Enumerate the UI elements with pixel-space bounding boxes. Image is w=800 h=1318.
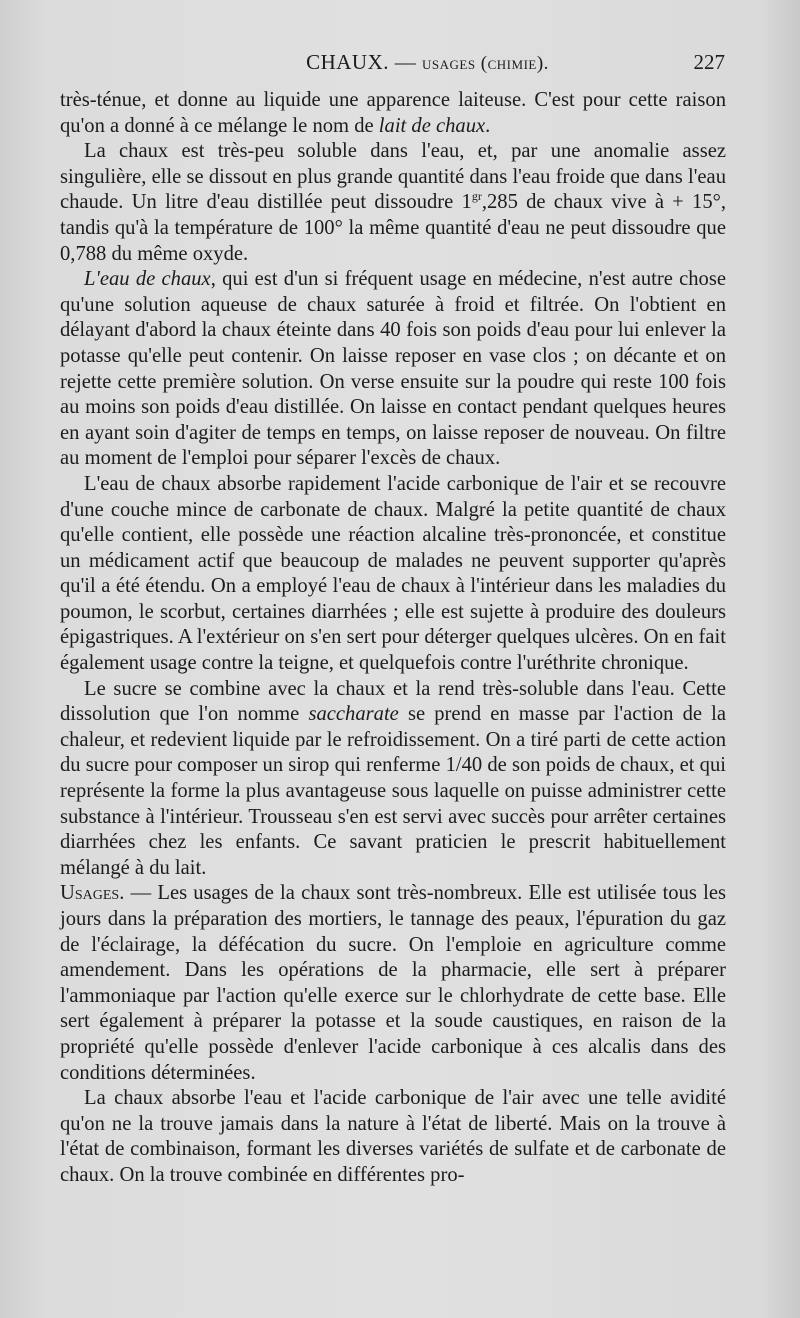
paragraph-1 xyxy=(60,88,726,139)
running-title-sub: usages (chimie). xyxy=(421,53,549,74)
paragraph-4-text: L'eau de chaux absorbe rapidement l'acide carbonique de l'air et se recouvre d'une couche mince de carbonate de chaux. Malgré la petite quantité de chaux qu'elle contient, elle possède une réaction alcaline très-prononcée, et constitue un médicament actif que beaucoup de malades ne peuvent supporter qu'après qu'il a été étendu. On a employé l'eau de chaux à l'intérieur dans les maladies du poumon, le scorbut, certaines diarrhées ; elle est sujette à produire des douleurs épigastriques. A l'extérieur on s'en sert pour déterger quelques ulcères. On en fait également usage contre la teigne, et quelquefois contre l'uréthrite chronique. xyxy=(60,472,726,675)
paragraph-5 xyxy=(60,677,726,882)
paragraph-6 xyxy=(60,881,726,1086)
page-number: 227 xyxy=(693,50,725,74)
paragraph-3 xyxy=(60,267,726,472)
lait-de-chaux-term: lait de chaux xyxy=(378,114,486,137)
paragraph-6-text: — Les usages de la chaux sont très-nombreux. Elle est utilisée tous les jours dans la préparation des mortiers, le tannage des peaux, l'épuration du gaz de l'éclairage, la défécation du sucre. On l'emploie en agriculture comme amendement. Dans les opérations de la pharmacie, elle sert à préparer l'ammoniaque par l'action qu'elle exerce sur le chlorhydrate de cette base. Elle sert également à préparer la potasse et la soude caustiques, en raison de la propriété qu'elle possède d'enlever l'acide carbonique à ces alcalis dans des conditions déterminées. xyxy=(60,882,726,1084)
page-header xyxy=(60,50,725,80)
running-title-main: CHAUX. xyxy=(306,50,389,74)
paragraph-1-end: . xyxy=(485,114,491,137)
running-title-dash: — xyxy=(388,50,422,74)
saccharate-term: saccharate xyxy=(308,703,399,726)
grams-superscript: gr xyxy=(471,189,482,204)
body-text xyxy=(60,88,726,1189)
paragraph-5-text-b: se prend en masse par l'action de la chaleur, et redevient liquide par le refroidissement. On a tiré parti de cette action du sucre pour composer un sirop qui renferme 1/40 de son poids de chaux, et qui représente la forme la plus avantageuse sous laquelle on puisse administrer cette substance à l'intérieur. Trousseau s'en est servi avec succès pour arrêter certaines diarrhées chez les enfants. Ce savant praticien le prescrit habituellement mélangé à du lait. xyxy=(60,703,726,879)
paragraph-7-text: La chaux absorbe l'eau et l'acide carbonique de l'air avec une telle avidité qu'on ne la trouve jamais dans la nature à l'état de liberté. Mais on la trouve à l'état de combinaison, formant les diverses variétés de sulfate et de carbonate de chaux. On la trouve combinée en différentes pro- xyxy=(60,1087,726,1186)
running-title xyxy=(60,50,725,75)
paragraph-3-text: , qui est d'un si fréquent usage en médecine, n'est autre chose qu'une solution aqueuse de chaux saturée à froid et filtrée. On l'obtient en délayant d'abord la chaux éteinte dans 40 fois son poids d'eau pour lui enlever la potasse qu'elle peut contenir. On laisse reposer en vase clos ; on décante et on rejette cette première solution. On verse ensuite sur la poudre qui reste 100 fois au moins son poids d'eau distillée. On laisse en contact pendant quelques heures en ayant soin d'agiter de temps en temps, on laisse reposer de nouveau. On filtre au moment de l'emploi pour séparer l'excès de chaux. xyxy=(60,268,726,470)
paragraph-1-text: très-ténue, et donne au liquide une apparence laiteuse. C'est pour cette raison qu'on a donné à ce mélange le nom de xyxy=(60,89,726,137)
paragraph-2 xyxy=(60,139,726,267)
paragraph-2-text-a: La chaux est très-peu soluble dans l'eau, et, par une anomalie assez singulière, elle se dissout en plus grande quantité dans l'eau froide que dans l'eau chaude. Un litre d'eau distillée peut dissoudre 1 xyxy=(60,140,726,214)
paragraph-7 xyxy=(60,1086,726,1188)
paragraph-4 xyxy=(60,472,726,677)
eau-de-chaux-term: L'eau de chaux xyxy=(84,268,211,291)
paragraph-5-text-a: Le sucre se combine avec la chaux et la rend très-soluble dans l'eau. Cette dissolution que l'on nomme xyxy=(60,677,726,726)
paragraph-2-text-b: ,285 de chaux vive à + 15°, tandis qu'à la température de 100° la même quantité d'eau ne peut dissoudre que 0,788 du même oxyde. xyxy=(60,191,726,265)
usages-heading: Usages. xyxy=(60,882,125,905)
